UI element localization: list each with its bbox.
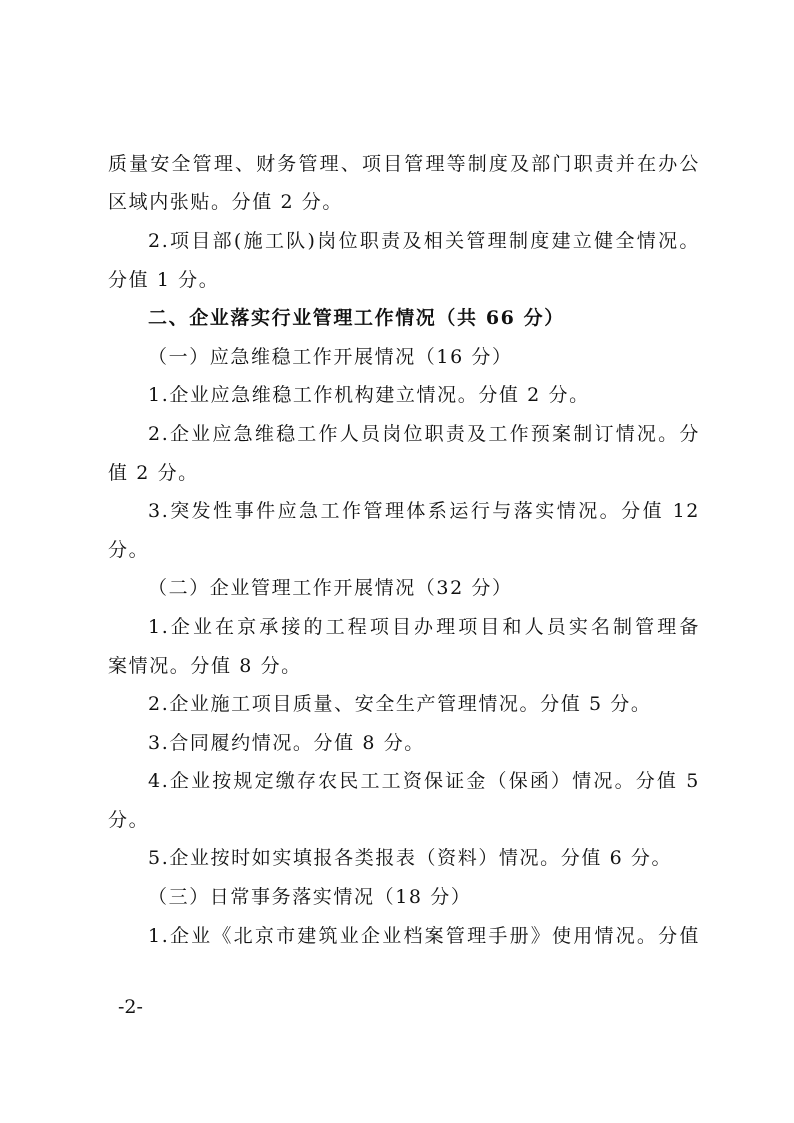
subsection-heading: （二）企业管理工作开展情况（32 分） <box>148 577 513 599</box>
list-item: 1.企业应急维稳工作机构建立情况。分值 2 分。 <box>148 384 590 406</box>
paragraph-line: 分。 <box>108 809 150 831</box>
list-item: 2.企业施工项目质量、安全生产管理情况。分值 5 分。 <box>148 693 652 715</box>
section-heading: 二、企业落实行业管理工作情况（共 66 分） <box>148 307 565 329</box>
subsection-heading: （一）应急维稳工作开展情况（16 分） <box>148 346 513 368</box>
list-item: 5.企业按时如实填报各类报表（资料）情况。分值 6 分。 <box>148 847 673 869</box>
subsection-heading: （三）日常事务落实情况（18 分） <box>148 886 472 908</box>
list-item: 1.企业《北京市建筑业企业档案管理手册》使用情况。分值 <box>148 925 700 947</box>
list-item: 3.合同履约情况。分值 8 分。 <box>148 732 425 754</box>
paragraph-line: 分。 <box>108 539 150 561</box>
paragraph-line: 2.项目部(施工队)岗位职责及相关管理制度建立健全情况。 <box>148 230 700 252</box>
list-item: 2.企业应急维稳工作人员岗位职责及工作预案制订情况。分 <box>148 423 700 445</box>
paragraph-line: 值 2 分。 <box>108 462 199 484</box>
paragraph-line: 分值 1 分。 <box>108 269 220 291</box>
paragraph-line: 区域内张贴。分值 2 分。 <box>108 191 343 213</box>
list-item: 1.企业在京承接的工程项目办理项目和人员实名制管理备 <box>148 616 700 638</box>
list-item: 4.企业按规定缴存农民工工资保证金（保函）情况。分值 5 <box>148 770 700 792</box>
page-number: -2- <box>118 996 143 1018</box>
paragraph-line: 案情况。分值 8 分。 <box>108 655 302 677</box>
list-item: 3.突发性事件应急工作管理体系运行与落实情况。分值 12 <box>148 500 700 522</box>
paragraph-line: 质量安全管理、财务管理、项目管理等制度及部门职责并在办公 <box>108 153 700 175</box>
